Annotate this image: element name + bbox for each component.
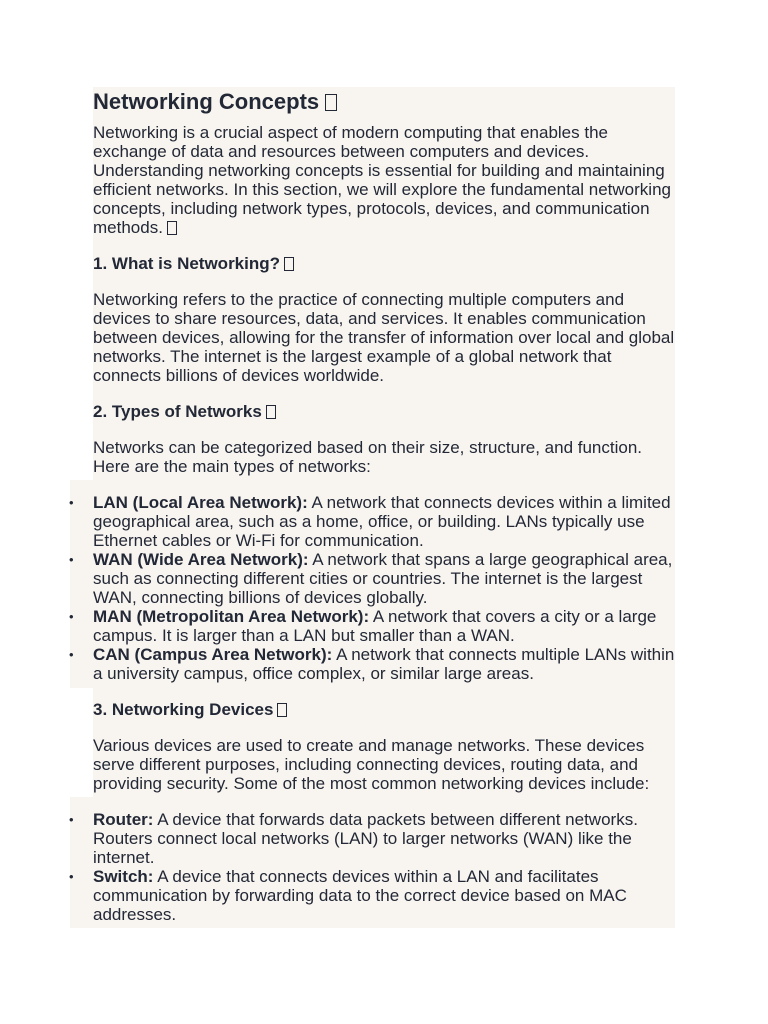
- section-heading: 1. What is Networking?: [93, 254, 675, 273]
- document-content: [93, 87, 675, 924]
- missing-glyph-icon: [325, 94, 337, 111]
- page-title: Networking Concepts: [93, 87, 675, 123]
- section-paragraph: Networks can be categorized based on their size, structure, and function. Here are the main types of networks:: [93, 438, 643, 476]
- section-paragraph: Various devices are used to create and manage networks. These devices serve different purposes, including connecting devices, routing data, and providing security. Some of the most common networking devices include:: [93, 736, 650, 793]
- intro-paragraph: Networking is a crucial aspect of modern computing that enables the exchange of data and resources between computers and devices. Understanding networking concepts is essential for building and maintaining efficient networks. In this section, we will explore the fundamental networking concepts, including network types, protocols, devices, and communication methods.: [93, 123, 671, 237]
- missing-glyph-icon: [284, 257, 294, 271]
- networking-devices-list: [93, 810, 675, 924]
- list-item: • Router: A device that forwards data packets between different networks. Routers connect local networks (LAN) to larger networks (WAN) like the internet.: [93, 810, 675, 867]
- section-heading: 3. Networking Devices: [93, 700, 675, 719]
- list-item: • MAN (Metropolitan Area Network): A network that covers a city or a large campus. It is larger than a LAN but smaller than a WAN.: [93, 607, 675, 645]
- list-item: • Switch: A device that connects devices within a LAN and facilitates communication by forwarding data to the correct device based on MAC addresses.: [93, 867, 675, 924]
- network-types-list: [93, 493, 675, 683]
- section-heading: 2. Types of Networks: [93, 402, 675, 421]
- list-item: • WAN (Wide Area Network): A network that spans a large geographical area, such as connecting different cities or countries. The internet is the largest WAN, connecting billions of devices globally.: [93, 550, 675, 607]
- missing-glyph-icon: [167, 221, 177, 235]
- missing-glyph-icon: [277, 703, 287, 717]
- list-item: • CAN (Campus Area Network): A network that connects multiple LANs within a university campus, office complex, or similar large areas.: [93, 645, 675, 683]
- list-item: • LAN (Local Area Network): A network that connects devices within a limited geographical area, such as a home, office, or building. LANs typically use Ethernet cables or Wi-Fi for communication.: [93, 493, 675, 550]
- section-paragraph: Networking refers to the practice of connecting multiple computers and devices to share resources, data, and services. It enables communication between devices, allowing for the transfer of information over local and global networks. The internet is the largest example of a global network that connects billions of devices worldwide.: [93, 290, 675, 385]
- missing-glyph-icon: [266, 405, 276, 419]
